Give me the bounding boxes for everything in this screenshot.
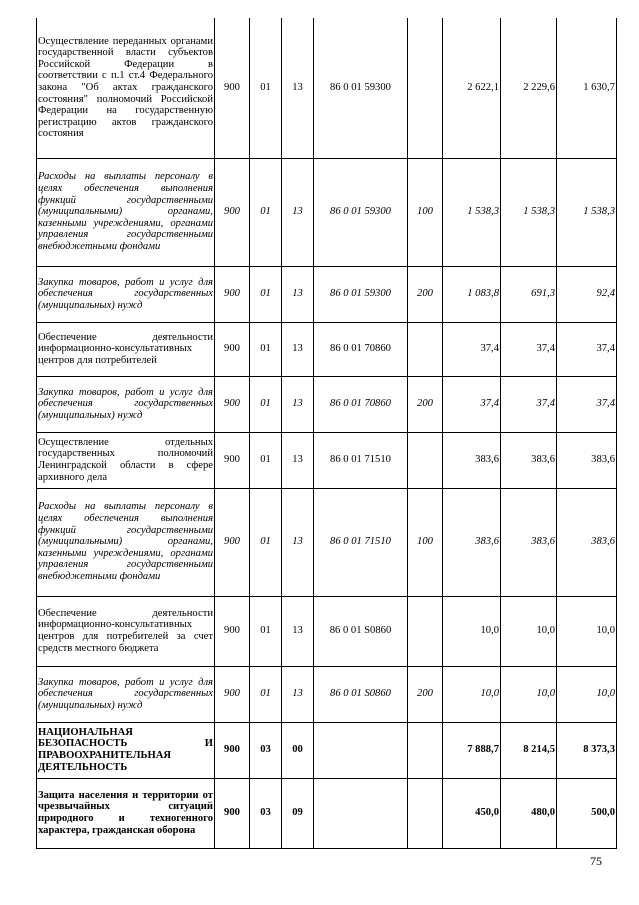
cell-target-article: 86 0 01 70860 (314, 322, 408, 376)
cell-amount-year1: 10,0 (443, 596, 501, 666)
cell-amount-year2: 691,3 (501, 266, 557, 322)
row-name: Осуществление переданных органами государственной власти субъектов Российской Федерации в соответствии с п.1 ст.4 Федерального закона "Об актах гражданского состояния" полномочий Российской Федерации на государственную регистрацию актов гражданского состояния (37, 18, 215, 158)
cell-subsection: 13 (282, 18, 314, 158)
cell-amount-year2: 10,0 (501, 596, 557, 666)
cell-amount-year1: 2 622,1 (443, 18, 501, 158)
row-name: Закупка товаров, работ и услуг для обеспечения государственных (муниципальных) нужд (37, 666, 215, 722)
cell-amount-year1: 383,6 (443, 432, 501, 488)
cell-expense-type: 200 (408, 266, 443, 322)
cell-amount-year2: 10,0 (501, 666, 557, 722)
cell-expense-type: 100 (408, 488, 443, 596)
table-row (37, 666, 617, 722)
cell-amount-year3: 500,0 (557, 778, 617, 848)
table-row (37, 322, 617, 376)
cell-section: 01 (250, 18, 282, 158)
cell-subsection: 13 (282, 596, 314, 666)
cell-grbs: 900 (215, 722, 250, 778)
cell-grbs: 900 (215, 432, 250, 488)
cell-amount-year3: 10,0 (557, 596, 617, 666)
table-row (37, 488, 617, 596)
cell-subsection: 13 (282, 488, 314, 596)
cell-amount-year3: 383,6 (557, 488, 617, 596)
row-name: Осуществление отдельных государственных полномочий Ленинградской области в сфере архивного дела (37, 432, 215, 488)
cell-subsection: 13 (282, 266, 314, 322)
cell-target-article: 86 0 01 59300 (314, 158, 408, 266)
table-body (37, 18, 617, 848)
table-row (37, 778, 617, 848)
table-row (37, 266, 617, 322)
table-row (37, 158, 617, 266)
cell-subsection: 13 (282, 376, 314, 432)
cell-grbs: 900 (215, 266, 250, 322)
row-name: Закупка товаров, работ и услуг для обеспечения государственных (муниципальных) нужд (37, 376, 215, 432)
cell-expense-type: 200 (408, 666, 443, 722)
cell-subsection: 13 (282, 158, 314, 266)
cell-expense-type (408, 596, 443, 666)
cell-amount-year3: 92,4 (557, 266, 617, 322)
cell-grbs: 900 (215, 596, 250, 666)
page-number: 75 (590, 854, 602, 868)
cell-section: 01 (250, 376, 282, 432)
cell-amount-year3: 1 538,3 (557, 158, 617, 266)
cell-target-article: 86 0 01 71510 (314, 488, 408, 596)
budget-table (36, 18, 617, 849)
cell-amount-year1: 7 888,7 (443, 722, 501, 778)
cell-expense-type: 100 (408, 158, 443, 266)
row-name: Закупка товаров, работ и услуг для обеспечения государственных (муниципальных) нужд (37, 266, 215, 322)
cell-amount-year2: 8 214,5 (501, 722, 557, 778)
table-row (37, 432, 617, 488)
row-name: Расходы на выплаты персоналу в целях обеспечения выполнения функций государственными (муниципальными) органами, казенными учреждениями, органами управления государственными внебюджетными фондами (37, 158, 215, 266)
cell-target-article: 86 0 01 S0860 (314, 596, 408, 666)
cell-amount-year2: 383,6 (501, 488, 557, 596)
cell-grbs: 900 (215, 376, 250, 432)
cell-subsection: 13 (282, 432, 314, 488)
cell-grbs: 900 (215, 666, 250, 722)
cell-subsection: 13 (282, 322, 314, 376)
cell-target-article: 86 0 01 59300 (314, 266, 408, 322)
table-row (37, 18, 617, 158)
cell-subsection: 13 (282, 666, 314, 722)
cell-amount-year1: 1 083,8 (443, 266, 501, 322)
table-row (37, 596, 617, 666)
cell-amount-year2: 37,4 (501, 322, 557, 376)
row-name: Обеспечение деятельности информационно-консультативных центров для потребителей за счет средств местного бюджета (37, 596, 215, 666)
cell-amount-year2: 2 229,6 (501, 18, 557, 158)
row-name: Защита населения и территории от чрезвычайных ситуаций природного и техногенного характера, гражданская оборона (37, 778, 215, 848)
cell-grbs: 900 (215, 158, 250, 266)
cell-amount-year2: 480,0 (501, 778, 557, 848)
cell-amount-year1: 383,6 (443, 488, 501, 596)
cell-expense-type (408, 778, 443, 848)
cell-amount-year3: 10,0 (557, 666, 617, 722)
cell-section: 01 (250, 432, 282, 488)
cell-grbs: 900 (215, 778, 250, 848)
cell-amount-year3: 383,6 (557, 432, 617, 488)
cell-amount-year1: 450,0 (443, 778, 501, 848)
cell-expense-type (408, 322, 443, 376)
cell-amount-year2: 383,6 (501, 432, 557, 488)
cell-target-article: 86 0 01 71510 (314, 432, 408, 488)
cell-amount-year1: 37,4 (443, 376, 501, 432)
cell-expense-type (408, 18, 443, 158)
cell-amount-year3: 1 630,7 (557, 18, 617, 158)
cell-expense-type (408, 432, 443, 488)
cell-section: 01 (250, 488, 282, 596)
cell-target-article (314, 778, 408, 848)
cell-section: 01 (250, 322, 282, 376)
cell-grbs: 900 (215, 322, 250, 376)
cell-expense-type: 200 (408, 376, 443, 432)
cell-subsection: 09 (282, 778, 314, 848)
table-row (37, 722, 617, 778)
table-row (37, 376, 617, 432)
cell-target-article: 86 0 01 S0860 (314, 666, 408, 722)
row-name: НАЦИОНАЛЬНАЯ БЕЗОПАСНОСТЬ И ПРАВООХРАНИТЕЛЬНАЯ ДЕЯТЕЛЬНОСТЬ (37, 722, 215, 778)
cell-amount-year1: 37,4 (443, 322, 501, 376)
cell-grbs: 900 (215, 488, 250, 596)
cell-target-article: 86 0 01 59300 (314, 18, 408, 158)
cell-amount-year1: 1 538,3 (443, 158, 501, 266)
cell-section: 01 (250, 158, 282, 266)
cell-section: 01 (250, 596, 282, 666)
row-name: Обеспечение деятельности информационно-консультативных центров для потребителей (37, 322, 215, 376)
cell-amount-year3: 37,4 (557, 322, 617, 376)
cell-target-article: 86 0 01 70860 (314, 376, 408, 432)
cell-section: 03 (250, 722, 282, 778)
cell-amount-year1: 10,0 (443, 666, 501, 722)
cell-target-article (314, 722, 408, 778)
cell-grbs: 900 (215, 18, 250, 158)
cell-subsection: 00 (282, 722, 314, 778)
cell-expense-type (408, 722, 443, 778)
cell-amount-year3: 37,4 (557, 376, 617, 432)
cell-section: 01 (250, 266, 282, 322)
cell-section: 03 (250, 778, 282, 848)
cell-amount-year3: 8 373,3 (557, 722, 617, 778)
cell-amount-year2: 1 538,3 (501, 158, 557, 266)
cell-section: 01 (250, 666, 282, 722)
cell-amount-year2: 37,4 (501, 376, 557, 432)
row-name: Расходы на выплаты персоналу в целях обеспечения выполнения функций государственными (муниципальными) органами, казенными учреждениями, органами управления государственными внебюджетными фондами (37, 488, 215, 596)
